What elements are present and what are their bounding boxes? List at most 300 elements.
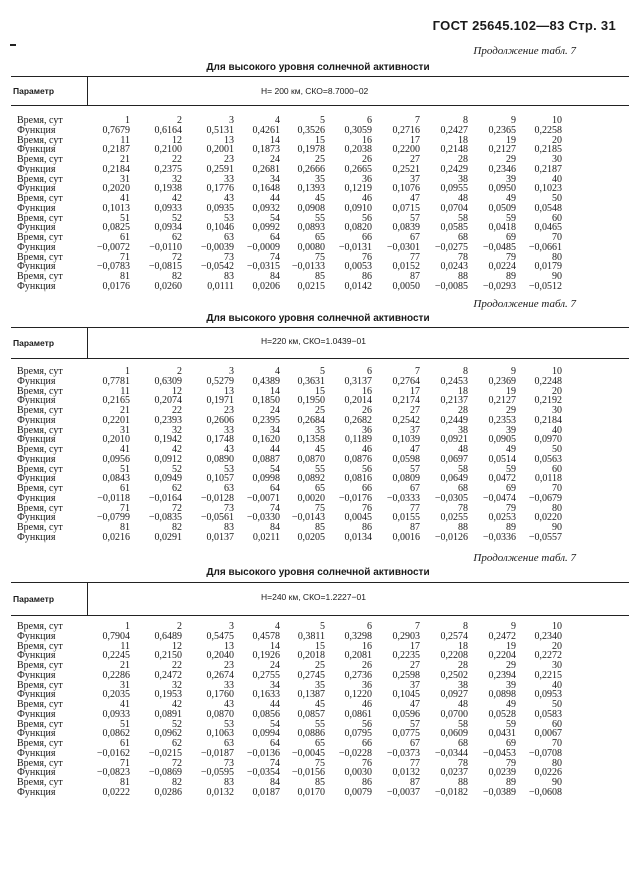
table-cell: 0,0715 (392, 202, 420, 214)
table-cell: 0,0887 (252, 453, 280, 465)
table-cell: 81 (120, 522, 130, 533)
table-cell: 0,1760 (206, 689, 234, 701)
table-cell: 2 (177, 366, 182, 377)
table-cell: 0,3526 (297, 124, 325, 136)
table-cell: 5 (320, 115, 325, 126)
table-cell: 0,0548 (534, 202, 562, 214)
table-cell: 83 (224, 777, 234, 788)
table-cell: 0,6309 (154, 375, 182, 387)
row-label-time: Время, сут (17, 193, 63, 204)
table-cell: −0,0336 (482, 531, 516, 543)
table-cell: 19 (506, 640, 516, 652)
table-cell: 80 (552, 251, 562, 263)
table-cell: −0,0045 (291, 747, 325, 759)
table-cell: 0,0179 (534, 261, 562, 273)
table-cell: −0,0156 (291, 767, 325, 779)
table-cell: 0,2020 (102, 183, 130, 195)
table-cell: 0,0856 (252, 708, 280, 720)
row-label-time: Время, сут (17, 738, 63, 749)
table-cell: 26 (362, 154, 372, 165)
table-cell: 20 (552, 385, 562, 397)
row-label-function: Функция (17, 163, 56, 175)
table-cell: 0,2365 (488, 124, 516, 136)
table-cell: 88 (458, 522, 468, 533)
table-cell: 0,6164 (154, 124, 182, 136)
table-cell: 38 (458, 679, 468, 691)
table-cell: 0,0912 (154, 453, 182, 465)
table-cell: −0,0009 (246, 241, 280, 253)
table-cell: 18 (458, 134, 468, 146)
table-cell: 9 (511, 621, 516, 632)
column-divider (87, 583, 88, 615)
table-cell: 23 (224, 154, 234, 165)
table-cell: 64 (270, 483, 280, 494)
table-cell: 1 (125, 366, 130, 377)
table-cell: 85 (315, 271, 325, 282)
table-cell: 69 (506, 738, 516, 749)
table-cell: 0,0286 (154, 786, 182, 798)
table-cell: 47 (410, 444, 420, 455)
table-cell: 59 (506, 718, 516, 730)
row-label-time: Время, сут (17, 660, 63, 671)
table-cell: 0,0892 (297, 473, 325, 485)
table-cell: 0,0583 (534, 708, 562, 720)
table-cell: 0,2272 (534, 650, 562, 662)
table-cell: 0,0697 (440, 453, 468, 465)
table-cell: 82 (172, 271, 182, 282)
continuation-note: Продолжение табл. 7 (473, 45, 576, 57)
table-cell: 0,1938 (154, 183, 182, 195)
table-cell: 0,2165 (102, 395, 130, 407)
table-cell: 52 (172, 463, 182, 475)
table-cell: 0,2184 (534, 414, 562, 426)
table-cell: 0,3631 (297, 375, 325, 387)
table-cell: 0,7781 (102, 375, 130, 387)
table-cell: −0,0072 (96, 241, 130, 253)
table-cell: 0,1393 (297, 183, 325, 195)
table-cell: 76 (362, 251, 372, 263)
row-label-function: Функция (17, 728, 56, 740)
table-cell: 55 (315, 463, 325, 475)
table-cell: 85 (315, 522, 325, 533)
table-cell: 62 (172, 232, 182, 243)
row-label-time: Время, сут (17, 251, 63, 263)
table-body (0, 367, 636, 543)
table-row (0, 533, 636, 543)
table-cell: 68 (458, 232, 468, 243)
table-cell: 0,2208 (440, 650, 468, 662)
table-cell: 0,0226 (534, 767, 562, 779)
table-cell: 76 (362, 502, 372, 514)
table-cell: 0,2453 (440, 375, 468, 387)
table-cell: 61 (120, 738, 130, 749)
table-cell: 78 (458, 251, 468, 263)
table-cell: 37 (410, 424, 420, 436)
row-label-function: Функция (17, 241, 56, 253)
table-cell: 66 (362, 232, 372, 243)
table-cell: −0,0128 (200, 492, 234, 504)
table-cell: 32 (172, 424, 182, 436)
table-cell: 0,1850 (252, 395, 280, 407)
row-label-time: Время, сут (17, 173, 63, 185)
table-cell: 22 (172, 154, 182, 165)
table-body (0, 116, 636, 292)
table-cell: 0,2150 (154, 650, 182, 662)
table-cell: 55 (315, 718, 325, 730)
table-cell: 0,0857 (297, 708, 325, 720)
table-cell: 61 (120, 232, 130, 243)
row-label-time: Время, сут (17, 444, 63, 455)
row-label-time: Время, сут (17, 522, 63, 533)
table-cell: 44 (270, 193, 280, 204)
table-cell: 57 (410, 212, 420, 224)
table-cell: 43 (224, 699, 234, 710)
table-cell: 36 (362, 173, 372, 185)
table-cell: 0,2375 (154, 163, 182, 175)
table-cell: 0,0152 (392, 261, 420, 273)
table-cell: 74 (270, 757, 280, 769)
table-cell: 39 (506, 173, 516, 185)
table-cell: 35 (315, 173, 325, 185)
table-cell: 0,0206 (252, 280, 280, 292)
table-cell: 0,0956 (102, 453, 130, 465)
table-cell: 1 (125, 621, 130, 632)
table-cell: 0,0921 (440, 434, 468, 446)
table-cell: −0,0512 (528, 280, 562, 292)
row-label-function: Функция (17, 669, 56, 681)
table-cell: 0,2235 (392, 650, 420, 662)
table-cell: 0,2665 (344, 163, 372, 175)
table-cell: 10 (552, 115, 562, 126)
table-cell: 31 (120, 424, 130, 436)
table-cell: 0,0220 (534, 512, 562, 524)
table-cell: 0,0910 (344, 202, 372, 214)
table-cell: −0,0162 (96, 747, 130, 759)
table-cell: 39 (506, 424, 516, 436)
table-cell: 0,2764 (392, 375, 420, 387)
table-cell: 0,2187 (534, 163, 562, 175)
table-cell: 0,1045 (392, 689, 420, 701)
table-cell: 53 (224, 718, 234, 730)
table-cell: 44 (270, 699, 280, 710)
row-label-function: Функция (17, 531, 56, 543)
table-cell: 78 (458, 757, 468, 769)
table-cell: 47 (410, 193, 420, 204)
altitude-condition: H=240 км, СКО=1.2227−01 (261, 592, 366, 602)
table-cell: 0,0935 (206, 202, 234, 214)
table-cell: 0,0118 (534, 473, 562, 485)
table-cell: 5 (320, 366, 325, 377)
table-cell: 0,0134 (344, 531, 372, 543)
table-cell: 26 (362, 660, 372, 671)
table-cell: −0,0315 (246, 261, 280, 273)
table-cell: 0,2346 (488, 163, 516, 175)
table-cell: 70 (552, 232, 562, 243)
table-cell: 0,2258 (534, 124, 562, 136)
table-cell: 0,2394 (488, 669, 516, 681)
table-cell: 45 (315, 699, 325, 710)
table-cell: 2 (177, 115, 182, 126)
row-label-time: Время, сут (17, 134, 63, 146)
table-cell: 0,2598 (392, 669, 420, 681)
table-cell: 24 (270, 405, 280, 416)
table-cell: 0,0237 (440, 767, 468, 779)
table-cell: 35 (315, 679, 325, 691)
table-cell: 66 (362, 483, 372, 494)
table-cell: 0,3811 (297, 630, 325, 642)
table-cell: −0,0869 (148, 767, 182, 779)
row-label-function: Функция (17, 786, 56, 798)
table-cell: 0,1926 (252, 650, 280, 662)
param-column-header: Параметр (13, 338, 55, 348)
table-cell: 25 (315, 154, 325, 165)
table-cell: 0,1387 (297, 689, 325, 701)
table-cell: 77 (410, 502, 420, 514)
table-cell: −0,0708 (528, 747, 562, 759)
table-cell: 17 (410, 640, 420, 652)
table-cell: 0,0905 (488, 434, 516, 446)
table-cell: 80 (552, 757, 562, 769)
table-cell: 79 (506, 251, 516, 263)
table-cell: 42 (172, 699, 182, 710)
table-cell: 3 (229, 115, 234, 126)
table-cell: 0,0080 (297, 241, 325, 253)
table-cell: 89 (506, 777, 516, 788)
table-cell: 54 (270, 718, 280, 730)
table-cell: 0,1748 (206, 434, 234, 446)
table-cell: 0,2148 (440, 144, 468, 156)
row-label-function: Функция (17, 280, 56, 292)
table-cell: 29 (506, 660, 516, 671)
table-cell: 6 (367, 621, 372, 632)
table-cell: 0,2353 (488, 414, 516, 426)
table-cell: 7 (415, 366, 420, 377)
table-cell: 86 (362, 522, 372, 533)
table-cell: 60 (552, 463, 562, 475)
table-cell: 71 (120, 251, 130, 263)
table-cell: 48 (458, 193, 468, 204)
table-cell: 0,1953 (154, 689, 182, 701)
table-cell: 12 (172, 134, 182, 146)
table-cell: 13 (224, 385, 234, 397)
table-cell: 51 (120, 463, 130, 475)
table-cell: 51 (120, 212, 130, 224)
table-cell: 73 (224, 251, 234, 263)
table-cell: 0,2248 (534, 375, 562, 387)
table-cell: 0,2449 (440, 414, 468, 426)
table-cell: 0,1971 (206, 395, 234, 407)
table-cell: 0,0886 (297, 728, 325, 740)
table-cell: 74 (270, 251, 280, 263)
row-label-function: Функция (17, 375, 56, 387)
table-cell: 0,0224 (488, 261, 516, 273)
table-cell: 87 (410, 271, 420, 282)
table-cell: 18 (458, 385, 468, 397)
table-cell: 88 (458, 777, 468, 788)
table-cell: 0,0585 (440, 222, 468, 234)
table-cell: 23 (224, 405, 234, 416)
row-label-time: Время, сут (17, 699, 63, 710)
table-cell: 52 (172, 212, 182, 224)
table-cell: −0,0037 (386, 786, 420, 798)
table-row (0, 788, 636, 798)
table-cell: 47 (410, 699, 420, 710)
table-cell: 0,0239 (488, 767, 516, 779)
table-cell: 0,0216 (102, 531, 130, 543)
table-cell: 0,2574 (440, 630, 468, 642)
table-cell: 0,0472 (488, 473, 516, 485)
row-label-function: Функция (17, 414, 56, 426)
continuation-note: Продолжение табл. 7 (473, 552, 576, 564)
table-cell: 0,1648 (252, 183, 280, 195)
table-cell: −0,0164 (148, 492, 182, 504)
table-cell: 0,2184 (102, 163, 130, 175)
table-cell: 0,2591 (206, 163, 234, 175)
table-cell: −0,0301 (386, 241, 420, 253)
table-cell: 41 (120, 699, 130, 710)
table-cell: 23 (224, 660, 234, 671)
table-cell: 0,0809 (392, 473, 420, 485)
table-cell: 0,0514 (488, 453, 516, 465)
table-cell: 0,0030 (344, 767, 372, 779)
table-cell: 0,0962 (154, 728, 182, 740)
table-cell: 63 (224, 738, 234, 749)
table-cell: 0,2755 (252, 669, 280, 681)
param-column-header: Параметр (13, 86, 55, 96)
table-cell: 0,0843 (102, 473, 130, 485)
table-cell: 38 (458, 424, 468, 436)
table-cell: 33 (224, 173, 234, 185)
table-cell: 0,1046 (206, 222, 234, 234)
table-cell: 0,0870 (297, 453, 325, 465)
table-cell: 0,4261 (252, 124, 280, 136)
table-cell: 0,2081 (344, 650, 372, 662)
table-cell: 43 (224, 193, 234, 204)
row-label-time: Время, сут (17, 679, 63, 691)
table-cell: 0,6489 (154, 630, 182, 642)
table-cell: 16 (362, 640, 372, 652)
table-cell: 0,0998 (252, 473, 280, 485)
table-cell: 0,5475 (206, 630, 234, 642)
table-cell: −0,0608 (528, 786, 562, 798)
table-cell: −0,0275 (434, 241, 468, 253)
table-cell: 29 (506, 405, 516, 416)
table-cell: 0,0053 (344, 261, 372, 273)
table-cell: 75 (315, 251, 325, 263)
table-cell: 12 (172, 640, 182, 652)
table-cell: 52 (172, 718, 182, 730)
table-cell: 40 (552, 679, 562, 691)
table-cell: 0,1013 (102, 202, 130, 214)
table-cell: −0,0228 (338, 747, 372, 759)
table-cell: 0,0933 (102, 708, 130, 720)
table-cell: 75 (315, 757, 325, 769)
table-cell: −0,0176 (338, 492, 372, 504)
table-cell: 74 (270, 502, 280, 514)
table-cell: 48 (458, 699, 468, 710)
table-cell: −0,0071 (246, 492, 280, 504)
row-label-function: Функция (17, 261, 56, 273)
table-cell: 0,1039 (392, 434, 420, 446)
row-label-function: Функция (17, 434, 56, 446)
table-cell: 27 (410, 405, 420, 416)
table-cell: 0,1219 (344, 183, 372, 195)
table-cell: 81 (120, 271, 130, 282)
row-label-function: Функция (17, 630, 56, 642)
table-cell: −0,0305 (434, 492, 468, 504)
table-cell: 84 (270, 271, 280, 282)
table-cell: 8 (463, 621, 468, 632)
table-cell: 0,0205 (297, 531, 325, 543)
table-cell: 24 (270, 660, 280, 671)
table-cell: 0,0704 (440, 202, 468, 214)
table-cell: 86 (362, 777, 372, 788)
table-cell: 48 (458, 444, 468, 455)
table-cell: 80 (552, 502, 562, 514)
table-cell: 65 (315, 232, 325, 243)
table-cell: 0,0079 (344, 786, 372, 798)
table-cell: 17 (410, 134, 420, 146)
table-cell: 0,0839 (392, 222, 420, 234)
table-cell: 45 (315, 193, 325, 204)
table-cell: 82 (172, 777, 182, 788)
row-label-time: Время, сут (17, 385, 63, 397)
table-cell: 0,2682 (344, 414, 372, 426)
table-cell: 0,1023 (534, 183, 562, 195)
table-cell: 59 (506, 212, 516, 224)
table-cell: 79 (506, 502, 516, 514)
table-cell: 0,0932 (252, 202, 280, 214)
row-label-function: Функция (17, 183, 56, 195)
table-cell: 83 (224, 522, 234, 533)
table-cell: 0,1620 (252, 434, 280, 446)
table-cell: 0,0816 (344, 473, 372, 485)
table-cell: 40 (552, 173, 562, 185)
table-cell: 0,2174 (392, 395, 420, 407)
table-cell: 0,0825 (102, 222, 130, 234)
table-cell: 0,0255 (440, 512, 468, 524)
table-cell: 42 (172, 193, 182, 204)
table-cell: 89 (506, 522, 516, 533)
table-cell: 0,2684 (297, 414, 325, 426)
table-cell: 0,0950 (488, 183, 516, 195)
table-cell: 65 (315, 738, 325, 749)
table-cell: 0,5279 (206, 375, 234, 387)
table-cell: 0,2903 (392, 630, 420, 642)
table-cell: 46 (362, 193, 372, 204)
row-label-function: Функция (17, 492, 56, 504)
table-cell: 61 (120, 483, 130, 494)
table-cell: 60 (552, 718, 562, 730)
table-cell: 75 (315, 502, 325, 514)
table-cell: 50 (552, 193, 562, 204)
table-cell: 72 (172, 757, 182, 769)
table-cell: 38 (458, 173, 468, 185)
table-cell: 0,0431 (488, 728, 516, 740)
table-cell: 8 (463, 115, 468, 126)
table-cell: 71 (120, 502, 130, 514)
row-label-time: Время, сут (17, 483, 63, 494)
table-cell: 31 (120, 173, 130, 185)
table-cell: 0,2127 (488, 395, 516, 407)
table-cell: 0,0111 (207, 280, 234, 292)
table-cell: −0,0557 (528, 531, 562, 543)
table-cell: −0,0595 (200, 767, 234, 779)
table-cell: 26 (362, 405, 372, 416)
table-cell: 1 (125, 115, 130, 126)
table-cell: −0,0474 (482, 492, 516, 504)
table-cell: 11 (120, 640, 130, 652)
